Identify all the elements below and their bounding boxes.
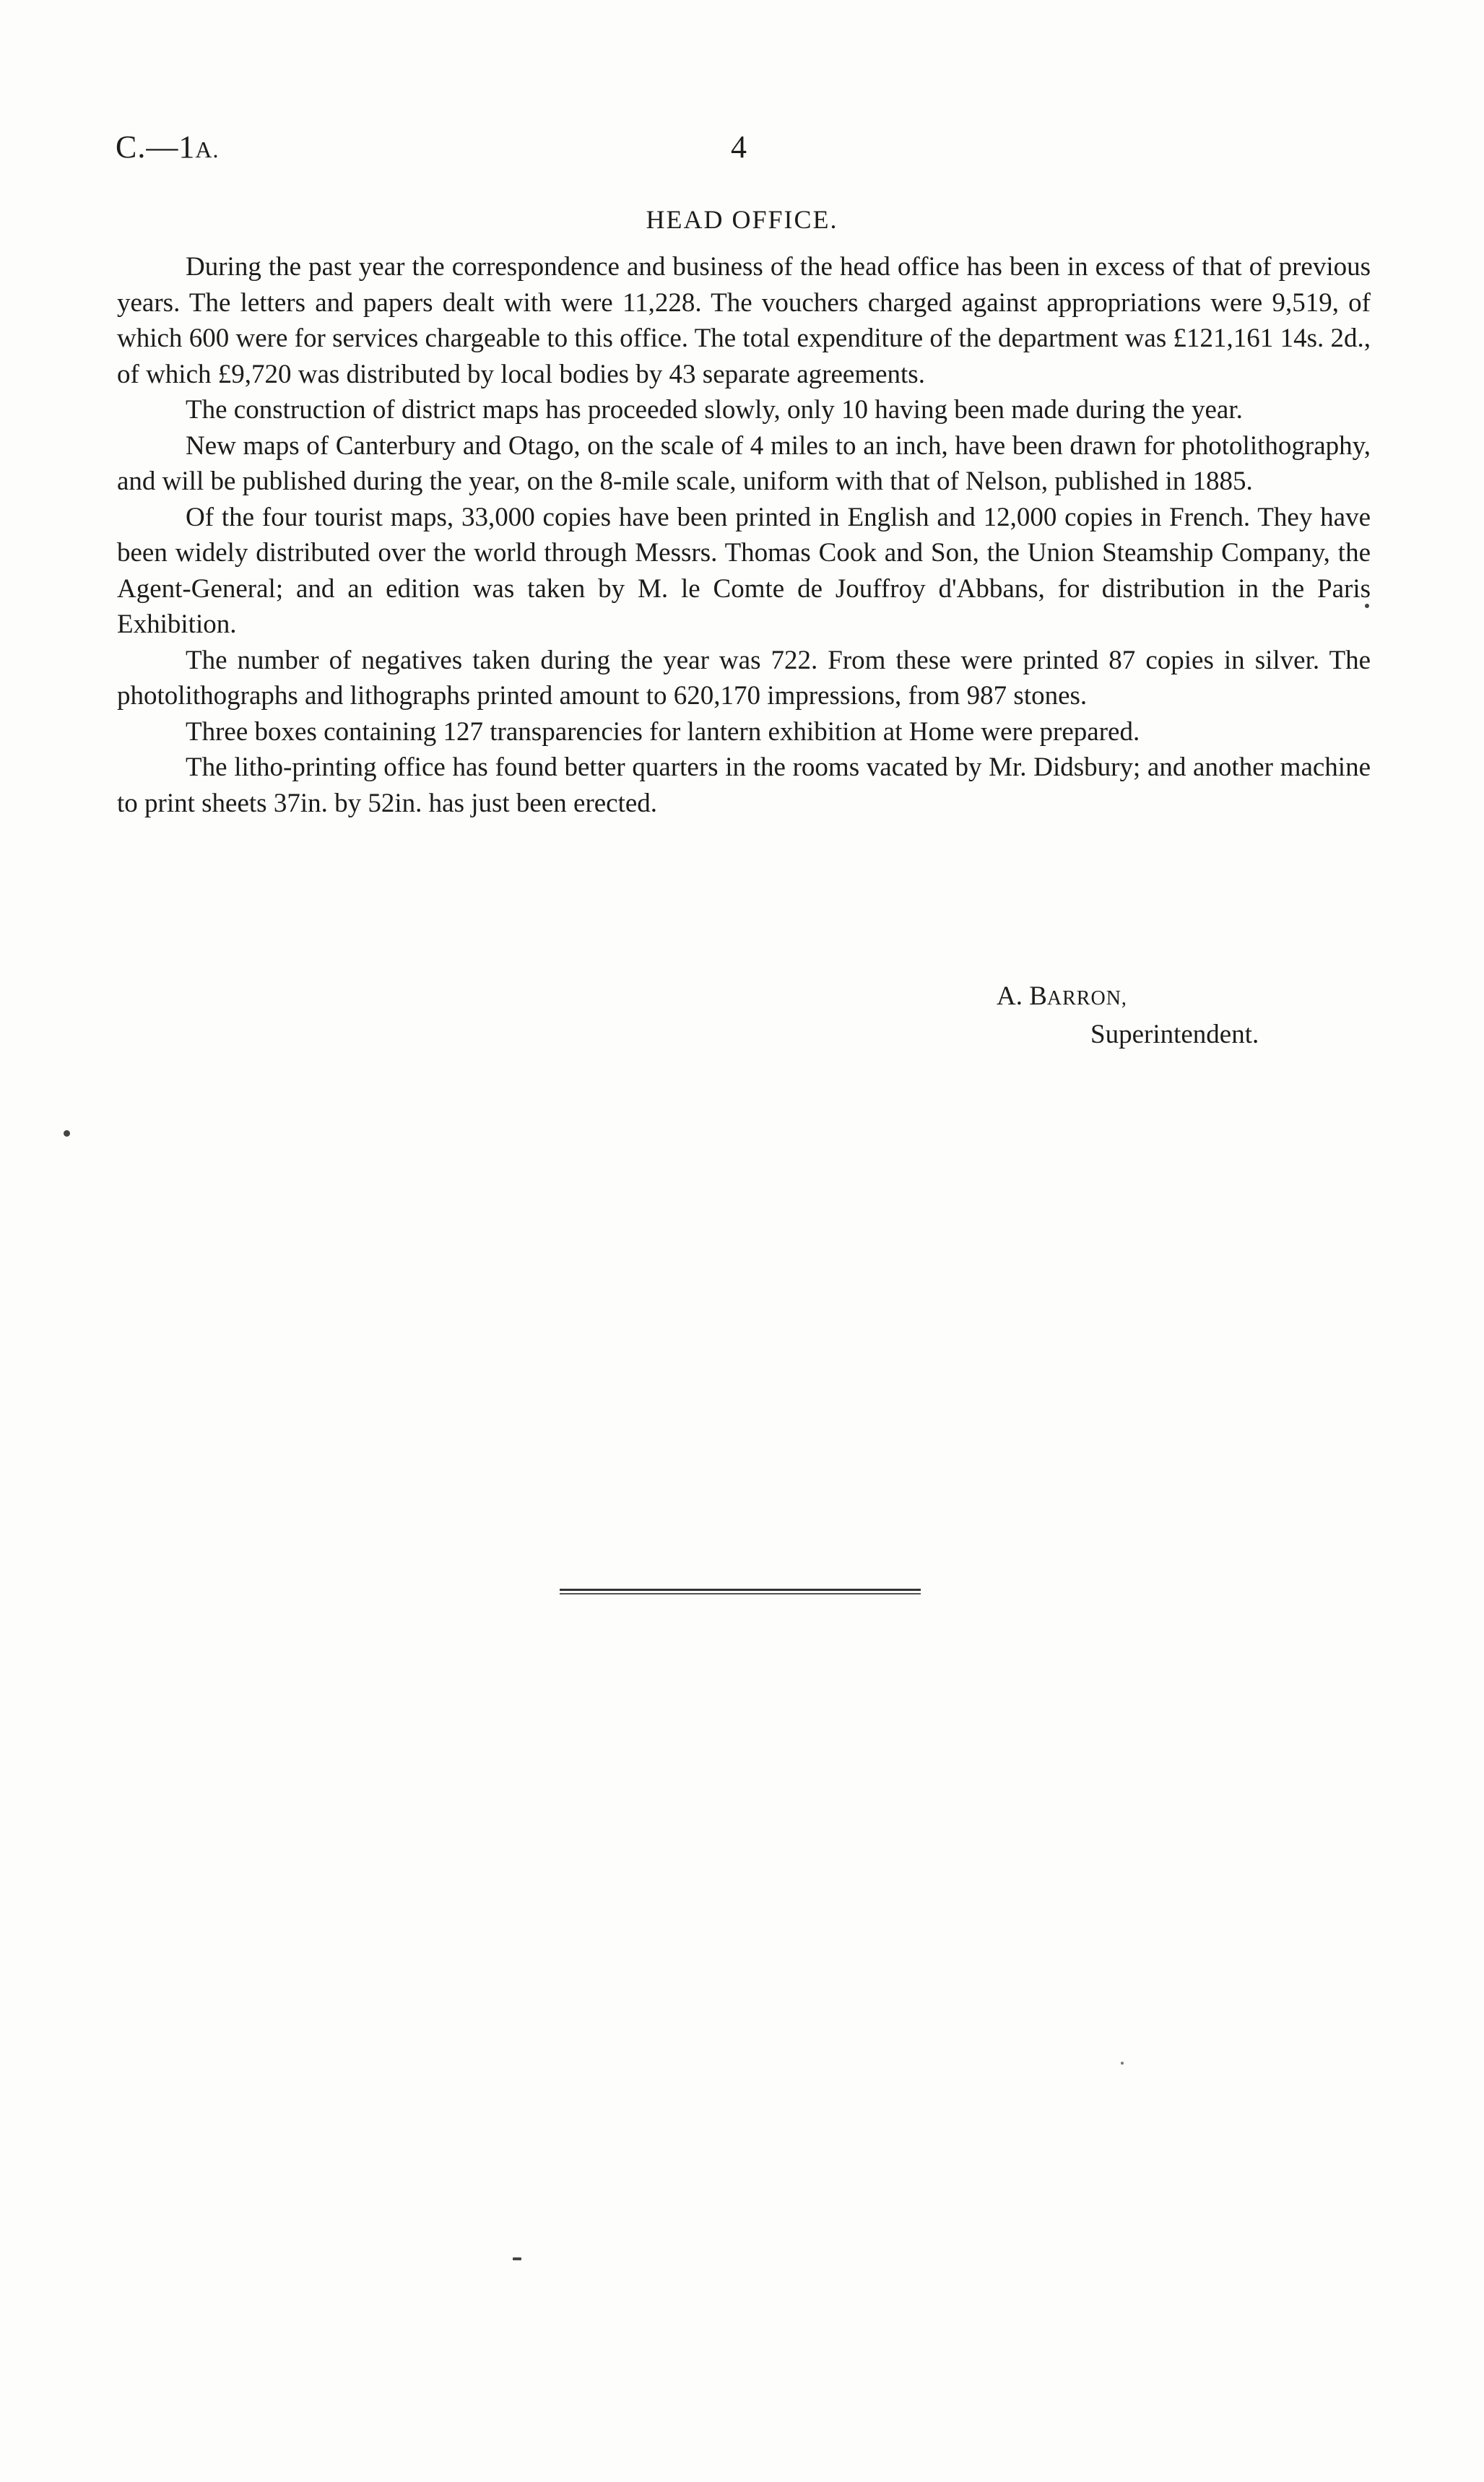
signatory-name (997, 979, 1259, 1017)
signatory-initial: A. B (997, 981, 1047, 1011)
paragraph-litho-office: The litho-printing office has found better quarters in the rooms vacated by Mr. Didsbury; and another machine to print sheets 37in. by 52in. has just been erected. (117, 752, 1371, 818)
paragraph-correspondence: During the past year the correspondence and business of the head office has been in excess of that of previous years. The letters and papers dealt with were 11,228. The vouchers charged against appropriations were 9,519, of which 600 were for services chargeable to this office. The total expenditure of the department was £121,161 14s. 2d., of which £9,720 was distributed by local bodies by 43 separate agreements. (117, 252, 1371, 389)
paragraph-negatives: The number of negatives taken during the year was 722. From these were printed 87 copies in silver. The photolithographs and lithographs printed amount to 620,170 impressions, from 987 stones. (117, 645, 1371, 711)
signatory-surname: ARRON, (1046, 987, 1127, 1010)
print-speck (1121, 2062, 1124, 2065)
closing-rule (560, 1589, 921, 1591)
document-reference (116, 129, 219, 165)
section-title: HEAD OFFICE. (646, 205, 838, 234)
print-speck (64, 1130, 70, 1137)
signature-block (997, 979, 1259, 1053)
body-text (117, 249, 1371, 821)
paragraph-new-maps: New maps of Canterbury and Otago, on the scale of 4 miles to an inch, have been drawn for photolithography, and will be published during the year, on the 8-mile scale, uniform with that of Nelson, published in 1885. (117, 430, 1371, 496)
paragraph-district-maps: The construction of district maps has proceeded slowly, only 10 having been made during the year. (186, 395, 1243, 425)
paragraph-transparencies: Three boxes containing 127 transparencies for lantern exhibition at Home were prepared. (186, 716, 1140, 747)
reference-main: C.—1 (116, 129, 196, 165)
print-speck (513, 2257, 521, 2260)
reference-suffix: A. (195, 136, 220, 162)
page-number: 4 (731, 129, 747, 165)
signatory-title: Superintendent. (1090, 1020, 1259, 1049)
print-speck (1365, 604, 1369, 608)
paragraph-tourist-maps: Of the four tourist maps, 33,000 copies have been printed in English and 12,000 copies in French. They have been widely distributed over the world through Messrs. Thomas Cook and Son, the Union Steamship Company, the Agent-General; and an edition was taken by M. le Comte de Jouffroy d'Abbans, for distribution in the Paris Exhibition. (117, 502, 1371, 639)
closing-rule-secondary (560, 1593, 921, 1594)
